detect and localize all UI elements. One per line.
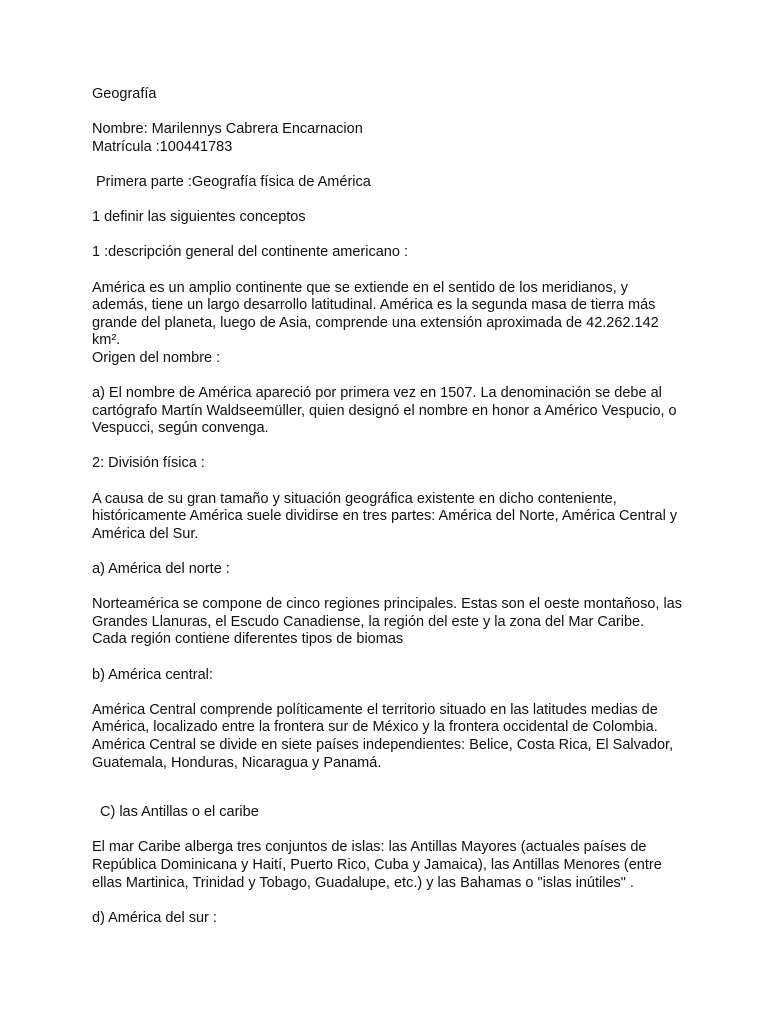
north-america-paragraph: Norteamérica se compone de cinco regiones principales. Estas son el oeste montañoso, las Grandes Llanuras, el Escudo Canadiense, la región del este y la zona del Mar Caribe. Cada región contiene diferentes tipos de biomas bbox=[92, 596, 682, 648]
spacer bbox=[92, 892, 682, 910]
spacer bbox=[92, 438, 682, 456]
spacer bbox=[92, 368, 682, 386]
part-heading: Primera parte :Geografía física de América bbox=[96, 173, 371, 190]
document-title: Geografía bbox=[92, 86, 157, 102]
instruction-text: 1 definir las siguientes conceptos bbox=[92, 209, 306, 226]
central-america-heading: b) América central: bbox=[92, 666, 213, 683]
south-america-heading: d) América del sur : bbox=[92, 909, 217, 926]
section2-heading: 2: División física : bbox=[92, 455, 205, 472]
spacer bbox=[92, 649, 682, 667]
student-id: Matrícula :100441783 bbox=[92, 138, 233, 155]
spacer bbox=[92, 156, 682, 174]
north-america-heading: a) América del norte : bbox=[92, 561, 230, 578]
antilles-paragraph: El mar Caribe alberga tres conjuntos de islas: las Antillas Mayores (actuales países de República Dominicana y Haití, Puerto Rico, Cuba y Jamaica), las Antillas Menores (entre ellas Martinica, Trinidad y Tobago, Guadalupe, etc.) y las Bahamas o "islas inútiles" . bbox=[92, 839, 662, 891]
spacer bbox=[92, 822, 682, 840]
section1-heading: 1 :descripción general del continente americano : bbox=[92, 244, 408, 261]
central-america-paragraph: América Central comprende políticamente el territorio situado en las latitudes medias de América, localizado entre la frontera sur de México y la frontera occidental de Colombia. América Central se divide en siete países independientes: Belice, Costa Rica, El Salvador, Guatemala, Honduras, Nicaragua y Panamá. bbox=[92, 701, 674, 771]
origin-paragraph: a) El nombre de América apareció por primera vez en 1507. La denominación se debe al cartógrafo Martín Waldseemüller, quien designó el nombre en honor a Américo Vespucio, o Vespucci, según convenga. bbox=[92, 385, 677, 437]
origin-heading: Origen del nombre : bbox=[92, 349, 221, 366]
spacer bbox=[92, 772, 682, 804]
section2-paragraph: A causa de su gran tamaño y situación geográfica existente en dicho conteniente, históricamente América suele dividirse en tres partes: América del Norte, América Central y América del Sur. bbox=[92, 490, 678, 542]
student-name: Nombre: Marilennys Cabrera Encarnacion bbox=[92, 121, 363, 138]
antilles-heading: C) las Antillas o el caribe bbox=[100, 804, 259, 821]
spacer bbox=[92, 579, 682, 597]
spacer bbox=[92, 227, 682, 245]
section1-paragraph: América es un amplio continente que se extiende en el sentido de los meridianos, y además, tiene un largo desarrollo latitudinal. América es la segunda masa de tierra más grande del planeta, luego de Asia, comprende una extensión aproximada de 42.262.142 km². bbox=[92, 279, 659, 349]
spacer bbox=[92, 262, 682, 280]
spacer bbox=[92, 104, 682, 122]
spacer bbox=[92, 192, 682, 210]
spacer bbox=[92, 473, 682, 491]
document-body bbox=[92, 86, 682, 927]
spacer bbox=[92, 684, 682, 702]
spacer bbox=[92, 543, 682, 561]
